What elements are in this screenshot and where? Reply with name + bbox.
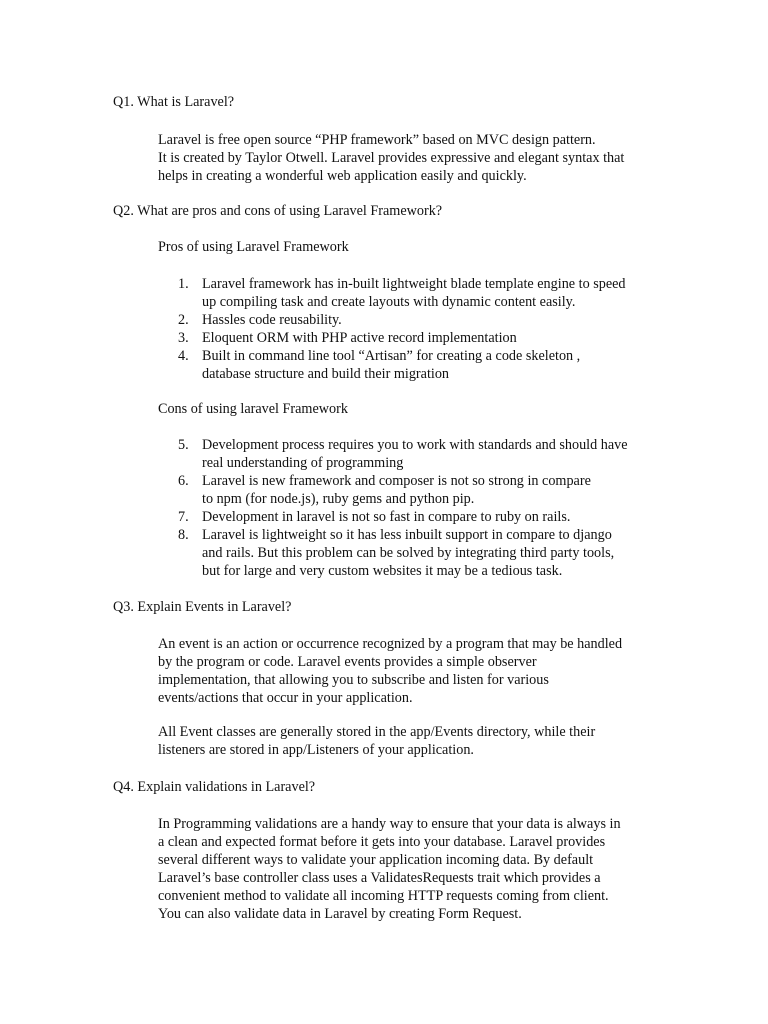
list-text: Laravel is lightweight so it has less inbuilt support in compare to django [202,527,612,543]
pros-heading: Pros of using Laravel Framework [158,239,349,255]
q3-paragraph-1 [158,635,678,707]
list-text: but for large and very custom websites it may be a tedious task. [202,563,563,579]
q4-line: You can also validate data in Laravel by creating Form Request. [158,906,522,922]
list-item [178,472,678,508]
list-text: to npm (for node.js), ruby gems and python pip. [202,491,475,507]
list-number: 2. [178,312,189,328]
list-number: 3. [178,330,189,346]
list-text: Built in command line tool “Artisan” for creating a code skeleton , [202,348,581,364]
list-text: up compiling task and create layouts with dynamic content easily. [202,294,576,310]
list-number: 5. [178,437,189,453]
list-text: Hassles code reusability. [202,312,342,328]
list-item [178,347,678,383]
list-number: 1. [178,276,189,292]
list-item [178,436,678,472]
list-item [178,508,678,526]
q3-line: All Event classes are generally stored in the app/Events directory, while their [158,724,596,740]
list-text: and rails. But this problem can be solved by integrating third party tools, [202,545,615,561]
q3-line: events/actions that occur in your application. [158,690,413,706]
list-item [178,329,678,347]
q4-answer [158,815,678,923]
q4-line: Laravel’s base controller class uses a ValidatesRequests trait which provides a [158,870,601,886]
q4-line: several different ways to validate your application incoming data. By default [158,852,594,868]
list-text: real understanding of programming [202,455,404,471]
q1-answer [158,131,678,185]
q2-title: Q2. What are pros and cons of using Laravel Framework? [113,203,443,219]
q4-line: convenient method to validate all incoming HTTP requests coming from client. [158,888,609,904]
list-number: 6. [178,473,189,489]
q1-title: Q1. What is Laravel? [113,94,235,110]
list-item [178,311,678,329]
q3-line: by the program or code. Laravel events provides a simple observer [158,654,537,670]
list-text: Eloquent ORM with PHP active record implementation [202,330,517,346]
list-text: Development process requires you to work with standards and should have [202,437,628,453]
cons-heading: Cons of using laravel Framework [158,401,348,417]
pros-list [178,275,678,383]
list-text: database structure and build their migration [202,366,450,382]
q4-line: In Programming validations are a handy way to ensure that your data is always in [158,816,621,832]
q3-line: implementation, that allowing you to subscribe and listen for various [158,672,549,688]
q1-line: Laravel is free open source “PHP framework” based on MVC design pattern. [158,132,596,148]
q4-line: a clean and expected format before it gets into your database. Laravel provides [158,834,606,850]
cons-list [178,436,678,580]
list-number: 8. [178,527,189,543]
q1-line: It is created by Taylor Otwell. Laravel provides expressive and elegant syntax that [158,150,625,166]
q1-line: helps in creating a wonderful web application easily and quickly. [158,168,527,184]
q4-title: Q4. Explain validations in Laravel? [113,779,316,795]
list-item [178,275,678,311]
list-number: 7. [178,509,189,525]
list-text: Laravel framework has in-built lightweight blade template engine to speed [202,276,626,292]
q3-title: Q3. Explain Events in Laravel? [113,599,292,615]
q3-paragraph-2 [158,723,678,759]
q3-line: listeners are stored in app/Listeners of your application. [158,742,474,758]
list-text: Laravel is new framework and composer is not so strong in compare [202,473,591,489]
list-text: Development in laravel is not so fast in compare to ruby on rails. [202,509,571,525]
q3-line: An event is an action or occurrence recognized by a program that may be handled [158,636,623,652]
list-number: 4. [178,348,189,364]
list-item [178,526,678,580]
